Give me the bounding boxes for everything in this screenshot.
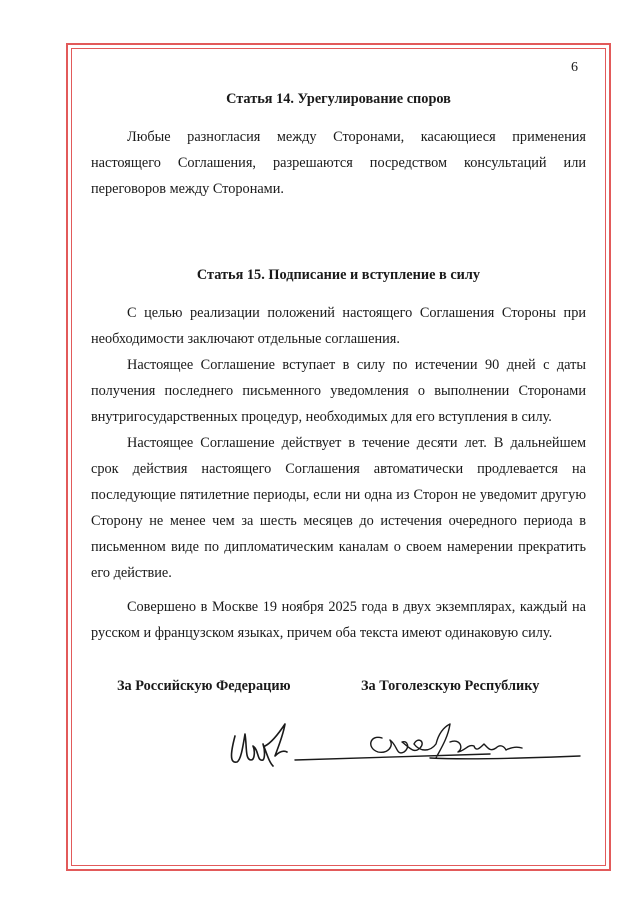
article-15-paragraph-1: С целью реализации положений настоящего Соглашения Стороны при необходимости заключают отдельные соглашения. — [91, 305, 586, 347]
article-15-heading: Статья 15. Подписание и вступление в силу — [196, 267, 481, 283]
article-15-paragraph-2: Настоящее Соглашение вступает в силу по истечении 90 дней с даты получения последнего письменного уведомления о выполнении Сторонами внутригосударственных процедур, необходимых для его вступления в силу. — [91, 357, 586, 425]
article-14-heading: Статья 14. Урегулирование споров — [226, 91, 451, 107]
document-body — [91, 86, 586, 646]
page-number: 6 — [571, 60, 578, 75]
signature-label-togo: За Тоголезскую Республику — [361, 678, 540, 694]
article-14-paragraph-1: Любые разногласия между Сторонами, касающиеся применения настоящего Соглашения, разрешаются посредством консультаций или переговоров между Сторонами. — [91, 129, 586, 197]
closing-paragraph: Совершено в Москве 19 ноября 2025 года в двух экземплярах, каждый на русском и французском языках, причем оба текста имеют одинаковую силу. — [91, 599, 586, 641]
signature-togo-image — [290, 718, 590, 778]
signature-russia-image — [225, 716, 295, 776]
signature-label-russia: За Российскую Федерацию — [117, 678, 291, 694]
article-15-paragraph-3: Настоящее Соглашение действует в течение десяти лет. В дальнейшем срок действия настоящего Соглашения автоматически продлевается на последующие пятилетние периоды, если ни одна из Сторон не уведомит другую Сторону не менее чем за шесть месяцев до истечения очередного периода в письменном виде по дипломатическим каналам о своем намерении прекратить его действие. — [91, 435, 586, 581]
